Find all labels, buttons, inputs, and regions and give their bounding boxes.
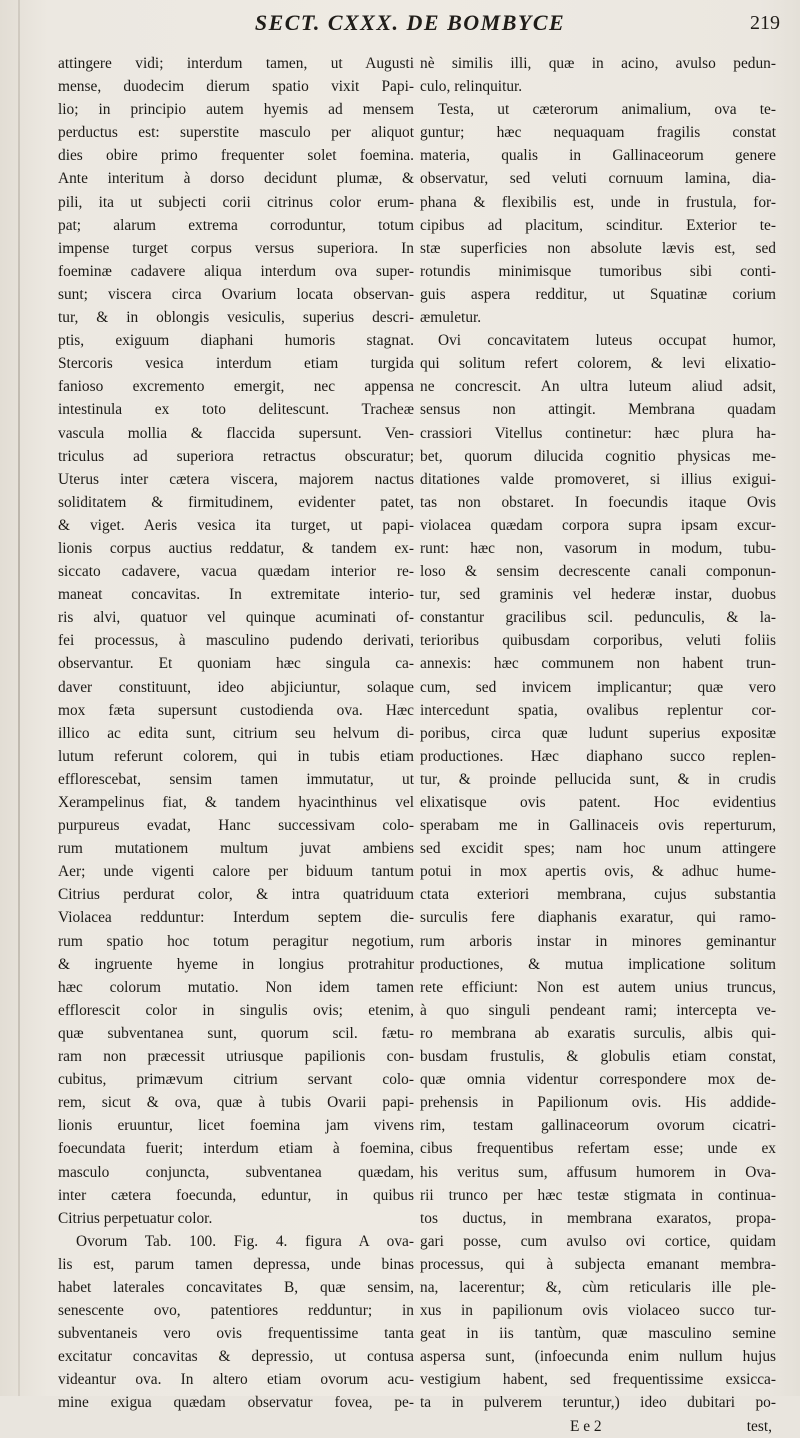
text-line: fanioso excremento emergit, nec appensa bbox=[58, 378, 414, 396]
text-line: rii trunco per hæc testæ stigmata in continua- bbox=[420, 1186, 776, 1204]
text-line: lutum referunt colorem, qui in tubis etiam bbox=[58, 747, 414, 765]
text-line: xus in papilionum ovis violaceo succo tur- bbox=[420, 1302, 776, 1320]
text-line: busdam frustulis, & globulis etiam constat, bbox=[420, 1048, 776, 1066]
text-line: tos ductus, in membrana exaratos, propa- bbox=[420, 1209, 776, 1227]
text-line: Xerampelinus fiat, & tandem hyacinthinus vel bbox=[58, 794, 414, 811]
text-line: Violacea redduntur: Interdum septem die- bbox=[58, 909, 414, 927]
text-line: purpureus evadat, Hanc successivam colo- bbox=[58, 817, 414, 835]
text-line: soliditatem & firmitudinem, evidenter patet, bbox=[58, 493, 414, 511]
text-line: hæc colorum mutatio. Non idem tamen bbox=[58, 978, 414, 996]
text-line: mense, duodecim dierum spatio vixit Papi- bbox=[58, 78, 414, 96]
catchword: test, bbox=[746, 1417, 772, 1435]
text-line: Citrius perpetuatur color. bbox=[58, 1209, 213, 1227]
text-line: bet, quorum dilucida cognitio physicas me- bbox=[420, 447, 776, 465]
text-line: qui solitum refert colorem, & levi elixatio- bbox=[420, 355, 776, 373]
text-line: phana & flexibilis est, unde in frustula, for- bbox=[420, 193, 776, 211]
text-line: dies obire primo frequenter solet foemina. bbox=[58, 147, 414, 165]
text-line: gari posse, cum avulso ovi cortice, quidam bbox=[420, 1232, 776, 1250]
text-line: illico ac edita sunt, citrium seu helvum di- bbox=[58, 724, 414, 742]
text-line: foeminæ cadavere aliqua interdum ova super- bbox=[58, 262, 414, 280]
text-line: efflorescebat, sensim tamen immutatur, ut bbox=[58, 770, 414, 788]
text-line: rotundis minimisque tumoribus sibi conti- bbox=[420, 262, 776, 280]
text-line: productiones. Hæc diaphano succo replen- bbox=[420, 747, 776, 765]
text-line: sunt; viscera circa Ovarium locata observan- bbox=[58, 285, 414, 303]
text-line: ro membrana ab exaratis surculis, albis qui- bbox=[420, 1024, 776, 1042]
text-line: potui in mox apertis ovis, & adhuc hume- bbox=[420, 863, 776, 881]
text-line: Stercoris vesica interdum etiam turgida bbox=[58, 355, 414, 373]
text-line: inter cætera foecunda, eduntur, in quibus bbox=[58, 1186, 414, 1204]
text-line: observatur, sed veluti cornuum lamina, dia- bbox=[420, 170, 776, 188]
text-line: rum arboris instar in minores geminantur bbox=[420, 932, 776, 950]
text-line: guntur; hæc nequaquam fragilis constat bbox=[420, 124, 776, 142]
page-gutter bbox=[18, 0, 20, 1396]
text-line: tur, & in oblongis vesiculis, superius descri- bbox=[58, 309, 414, 327]
text-line: masculo conjuncta, subventanea quædam, bbox=[58, 1163, 414, 1181]
text-line: surculis fere diaphanis exaratur, qui ramo- bbox=[420, 909, 776, 927]
text-line: materia, qualis in Gallinaceorum genere bbox=[420, 147, 776, 165]
text-line: tas non obstaret. In foecundis itaque Ovis bbox=[420, 493, 776, 511]
text-line: cipibus ad placitum, scinditur. Exterior te- bbox=[420, 216, 776, 234]
text-line: Uterus inter cætera viscera, majorem nactus bbox=[58, 470, 414, 488]
text-line: æmuletur. bbox=[420, 309, 482, 327]
text-line: lionis eruuntur, licet foemina jam vivens bbox=[58, 1117, 414, 1135]
text-line: ram non præcessit utriusque papilionis con- bbox=[58, 1048, 414, 1066]
text-line: rete efficiunt: Non est autem unius truncus, bbox=[420, 978, 776, 996]
text-line: rem, sicut & ova, quæ à tubis Ovarii papi- bbox=[58, 1094, 414, 1112]
text-line: tur, sed graminis vel hederæ instar, duobus bbox=[420, 586, 776, 604]
running-title: SECT. CXXX. DE BOMBYCE bbox=[254, 10, 566, 35]
text-line: attingere vidi; interdum tamen, ut Augusti bbox=[58, 55, 414, 72]
right-text-column bbox=[420, 52, 776, 1438]
text-line: rum spatio hoc totum peragitur negotium, bbox=[58, 932, 414, 950]
text-line: lis est, parum tamen depressa, unde binas bbox=[58, 1255, 414, 1273]
text-line: habet laterales concavitates B, quæ sensim, bbox=[58, 1278, 414, 1296]
text-line: foecundata fuerit; interdum etiam à foemina, bbox=[58, 1140, 414, 1158]
text-line: constantur gracilibus scil. pedunculis, & la- bbox=[420, 609, 776, 627]
text-line: poribus, circa quæ ludunt superius expositæ bbox=[420, 724, 776, 742]
text-line: observantur. Et quoniam hæc singula ca- bbox=[58, 655, 414, 673]
text-line: Ovi concavitatem luteus occupat humor, bbox=[438, 332, 776, 350]
text-line: productiones, & mutua implicatione solitum bbox=[420, 955, 776, 973]
text-line: videantur ova. In altero etiam ovorum acu- bbox=[58, 1371, 414, 1389]
text-line: intestinula ex toto delitescunt. Tracheæ bbox=[58, 401, 414, 419]
text-line: maneat concavitas. In extremitate interio- bbox=[58, 586, 414, 604]
text-line: Testa, ut cæterorum animalium, ova te- bbox=[438, 101, 776, 119]
text-line: cum, sed invicem implicantur; quæ vero bbox=[420, 678, 776, 696]
text-line: na, lacerentur; &, cùm reticularis ille ple- bbox=[420, 1278, 776, 1296]
text-line: culo, relinquitur. bbox=[420, 78, 523, 96]
text-line: siccato cadavere, vacua quædam interior re- bbox=[58, 563, 414, 581]
text-line: rim, testam gallinaceorum ovorum cicatri- bbox=[420, 1117, 776, 1135]
text-line: Aer; unde vigenti calore per biduum tantum bbox=[58, 863, 414, 881]
text-line: ris alvi, quatuor vel quinque acuminati of- bbox=[58, 609, 414, 627]
text-line: quæ subventanea sunt, quorum scil. fætu- bbox=[58, 1024, 414, 1042]
text-line: mine exigua quædam observatur fovea, pe- bbox=[58, 1394, 414, 1412]
text-line: runt: hæc non, vasorum in modum, tubu- bbox=[420, 539, 776, 557]
text-line: pili, ita ut subjecti corii citrinus color erum- bbox=[58, 193, 414, 211]
text-line: stæ superficies non absolute lævis est, sed bbox=[420, 239, 776, 257]
text-line: terioribus quibusdam corporibus, veluti foliis bbox=[420, 632, 776, 650]
text-line: à quo singuli pendeant rami; intercepta ve- bbox=[420, 1001, 776, 1019]
text-line: excitatur concavitas & depressio, ut contusa bbox=[58, 1348, 414, 1366]
text-line: rum mutationem multum juvat ambiens bbox=[58, 840, 414, 858]
text-line: sperabam me in Gallinaceis ovis reperturum, bbox=[420, 817, 776, 835]
text-line: ptis, exiguum diaphani humoris stagnat. bbox=[58, 332, 414, 350]
text-line: ctata exteriori membrana, cujus substantia bbox=[420, 886, 776, 904]
text-line: aspersa sunt, (infoecunda enim nullum hujus bbox=[420, 1348, 776, 1366]
text-line: & ingruente hyeme in longius protrahitur bbox=[58, 955, 414, 973]
text-line: lionis corpus auctius reddatur, & tandem ex- bbox=[58, 539, 414, 557]
text-line: loso & sensim decrescente canali componun- bbox=[420, 563, 776, 581]
text-line: elixatisque ovis patent. Hoc evidentius bbox=[420, 794, 776, 811]
text-line: crassiori Vitellus continetur: hæc plura ha- bbox=[420, 424, 776, 442]
text-line: Ovorum Tab. 100. Fig. 4. figura A ova- bbox=[76, 1232, 414, 1250]
text-line: lio; in principio autem hyemis ad mensem bbox=[58, 101, 414, 119]
text-line: impense turget corpus versus superiora. In bbox=[58, 239, 414, 257]
text-line: nè similis illi, quæ in acino, avulso pedun- bbox=[420, 55, 776, 72]
text-line: ne concrescit. An ultra luteum aliud adsit, bbox=[420, 378, 776, 396]
text-line: Ante interitum à dorso decidunt plumæ, & bbox=[58, 170, 414, 188]
text-line: subventaneis vero ovis frequentissime tanta bbox=[58, 1325, 414, 1343]
left-text-column bbox=[58, 52, 414, 1415]
text-line: senescente ovo, patentiores redduntur; in bbox=[58, 1302, 414, 1320]
text-line: violacea quædam corpora supra ipsam excur- bbox=[420, 516, 776, 534]
signature-mark: E e 2 bbox=[570, 1417, 602, 1435]
text-line: vestigium habent, sed frequentissime exsicca- bbox=[420, 1371, 776, 1389]
text-line: pat; alarum extrema corroduntur, totum bbox=[58, 216, 414, 234]
text-line: ditationes valde promoveret, si illius exigui- bbox=[420, 470, 776, 488]
text-line: processus, qui à subjecta emanant membra- bbox=[420, 1255, 776, 1273]
text-line: sensus non attingit. Membrana quadam bbox=[420, 401, 776, 419]
text-line: fei processus, à masculino pudendo derivati, bbox=[58, 632, 414, 650]
text-line: perductus est: superstite masculo per aliquot bbox=[58, 124, 414, 142]
text-line: tur, & proinde pellucida sunt, & in crudis bbox=[420, 770, 776, 788]
text-line: intercedunt spatia, ovalibus replentur cor- bbox=[420, 701, 776, 719]
text-line: vascula mollia & flaccida supersunt. Ven- bbox=[58, 424, 414, 442]
text-line: mox fæta supersunt custodienda ova. Hæc bbox=[58, 701, 414, 719]
text-line: his veritus sum, affusum humorem in Ova- bbox=[420, 1163, 776, 1181]
text-line: Citrius perdurat color, & intra quatriduum bbox=[58, 886, 414, 904]
text-line: cibus frequentibus refertam esse; unde ex bbox=[420, 1140, 776, 1158]
text-line: annexis: hæc communem non habent trun- bbox=[420, 655, 776, 673]
running-head bbox=[40, 10, 780, 40]
text-line: ta in pulverem teruntur,) ideo dubitari po- bbox=[420, 1394, 776, 1412]
text-line: geat in iis tantùm, quæ masculino semine bbox=[420, 1325, 776, 1343]
text-line: triculus ad superiora retractus obscuratur; bbox=[58, 447, 414, 465]
text-line: prehensis in Papilionum ovis. His addide- bbox=[420, 1094, 776, 1112]
page-number: 219 bbox=[750, 12, 780, 34]
text-line: quæ omnia videntur correspondere mox de- bbox=[420, 1071, 776, 1089]
text-line: sed excidit spes; nam hoc unum attingere bbox=[420, 840, 776, 858]
page-footer bbox=[420, 1415, 776, 1438]
text-line: efflorescit color in singulis ovis; etenim, bbox=[58, 1001, 414, 1019]
text-line: cubitus, primævum citrium servant colo- bbox=[58, 1071, 414, 1089]
text-line: & viget. Aeris vesica ita turget, ut papi- bbox=[58, 516, 414, 534]
text-line: daver constituunt, ideo abjiciuntur, solaque bbox=[58, 678, 414, 696]
text-line: guis aspera redditur, ut Squatinæ corium bbox=[420, 285, 776, 303]
